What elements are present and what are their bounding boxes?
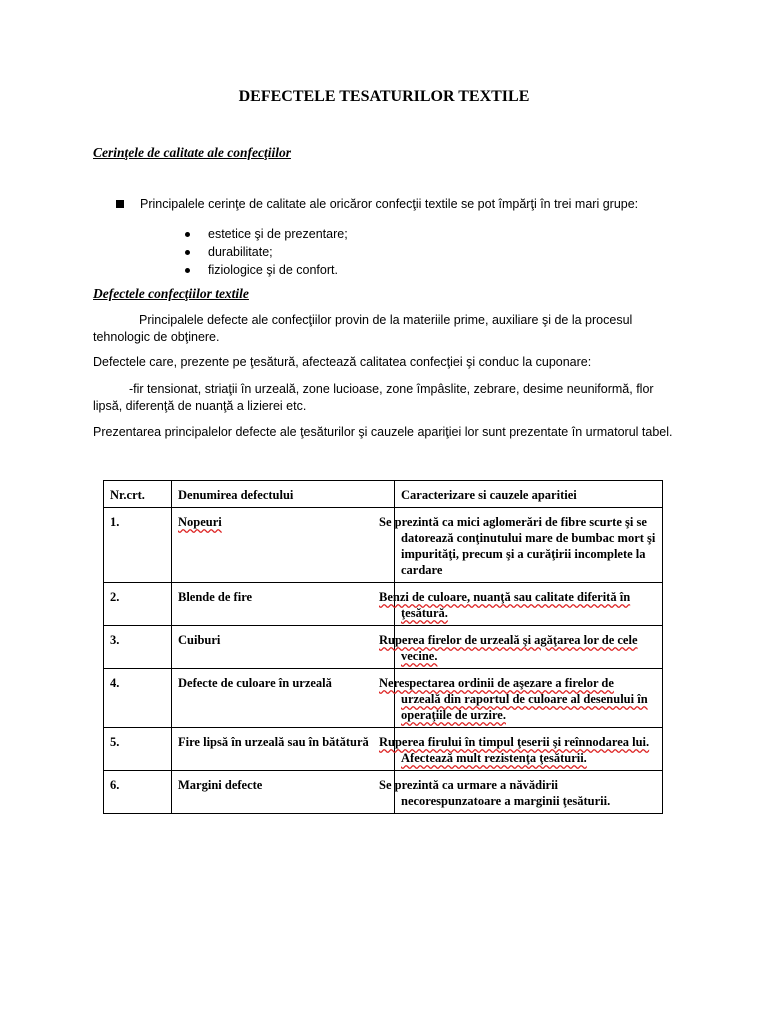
bullet-dot-icon: [185, 250, 190, 255]
requirements-list: [185, 225, 348, 279]
header-desc: Caracterizare si cauzele aparitiei: [395, 481, 663, 508]
list-item: [185, 261, 348, 279]
list-item: [185, 225, 348, 243]
cell-desc-text: Benzi de culoare, nuanţă sau calitate diferită în ţesătură.: [379, 590, 631, 620]
table-row: [104, 669, 663, 728]
cell-desc-text: Ruperea firului în timpul ţeserii şi reînnodarea lui. Afectează mult rezistenţa ţesăturii.: [379, 735, 650, 765]
bullet-dot-icon: [185, 268, 190, 273]
cell-desc-text: Nerespectarea ordinii de aşezare a firelor de urzeală din raportul de culoare al desenului în operaţiile de urzire.: [379, 676, 648, 722]
cell-desc: Se prezintă ca mici aglomerări de fibre scurte şi se datorează conţinutului mare de bumbac mort şi impurităţi, precum şi a curăţirii incomplete la cardare: [395, 508, 663, 583]
table-row: [104, 771, 663, 814]
cell-nr: 1.: [104, 508, 172, 583]
cell-name: Cuiburi: [172, 626, 395, 669]
section-heading-requirements: Cerinţele de calitate ale confecţiilor: [93, 145, 291, 160]
cell-name-text: Nopeuri: [178, 515, 222, 529]
square-bullet-icon: [116, 200, 124, 208]
table-row: [104, 626, 663, 669]
paragraph-1: Principalele defecte ale confecţiilor provin de la materiile prime, auxiliare şi de la procesul tehnologic de obţinere.: [93, 313, 633, 344]
defects-table: [103, 480, 663, 814]
main-bullet: [116, 197, 638, 211]
cell-name: Margini defecte: [172, 771, 395, 814]
table-row: [104, 508, 663, 583]
main-bullet-text: Principalele cerinţe de calitate ale oricăror confecţii textile se pot împărţi în trei mari grupe:: [140, 197, 639, 211]
table-header-row: [104, 481, 663, 508]
cell-desc: [379, 728, 663, 771]
cell-name: Fire lipsă în urzeală sau în bătătură: [172, 728, 395, 771]
cell-name: [172, 508, 395, 583]
cell-desc: Se prezintă ca urmare a năvădirii necorespunzatoare a marginii ţesăturii.: [395, 771, 663, 814]
cell-name: Defecte de culoare în urzeală: [172, 669, 395, 728]
cell-nr: 3.: [104, 626, 172, 669]
cell-nr: 4.: [104, 669, 172, 728]
list-item: [185, 243, 348, 261]
cell-nr: 6.: [104, 771, 172, 814]
list-item-text: fiziologice şi de confort.: [208, 263, 338, 277]
header-nr: Nr.crt.: [104, 481, 172, 508]
cell-desc: [379, 583, 663, 626]
cell-desc: [379, 669, 663, 728]
table-row: [104, 728, 663, 771]
list-item-text: estetice şi de prezentare;: [208, 227, 348, 241]
paragraph-2: Defectele care, prezente pe ţesătură, afectează calitatea confecţiei şi conduc la cuponare:: [93, 355, 592, 369]
cell-desc: [379, 626, 663, 669]
cell-desc-text: Ruperea firelor de urzeală şi agăţarea lor de cele vecine.: [379, 633, 638, 663]
header-name: Denumirea defectului: [172, 481, 395, 508]
section-heading-defects: Defectele confecţiilor textile: [93, 286, 249, 301]
table-row: [104, 583, 663, 626]
page-title: DEFECTELE TESATURILOR TEXTILE: [238, 88, 530, 105]
cell-nr: 2.: [104, 583, 172, 626]
paragraph-3: -fir tensionat, striaţii în urzeală, zone lucioase, zone împâslite, zebrare, desime neuniformă, flor lipsă, diferenţă de nuanţă a lizierei etc.: [93, 382, 654, 413]
list-item-text: durabilitate;: [208, 245, 273, 259]
cell-nr: 5.: [104, 728, 172, 771]
cell-name: Blende de fire: [172, 583, 395, 626]
bullet-dot-icon: [185, 232, 190, 237]
paragraph-4: Prezentarea principalelor defecte ale ţesăturilor şi cauzele apariţiei lor sunt prezentate în urmatorul tabel.: [93, 425, 673, 439]
